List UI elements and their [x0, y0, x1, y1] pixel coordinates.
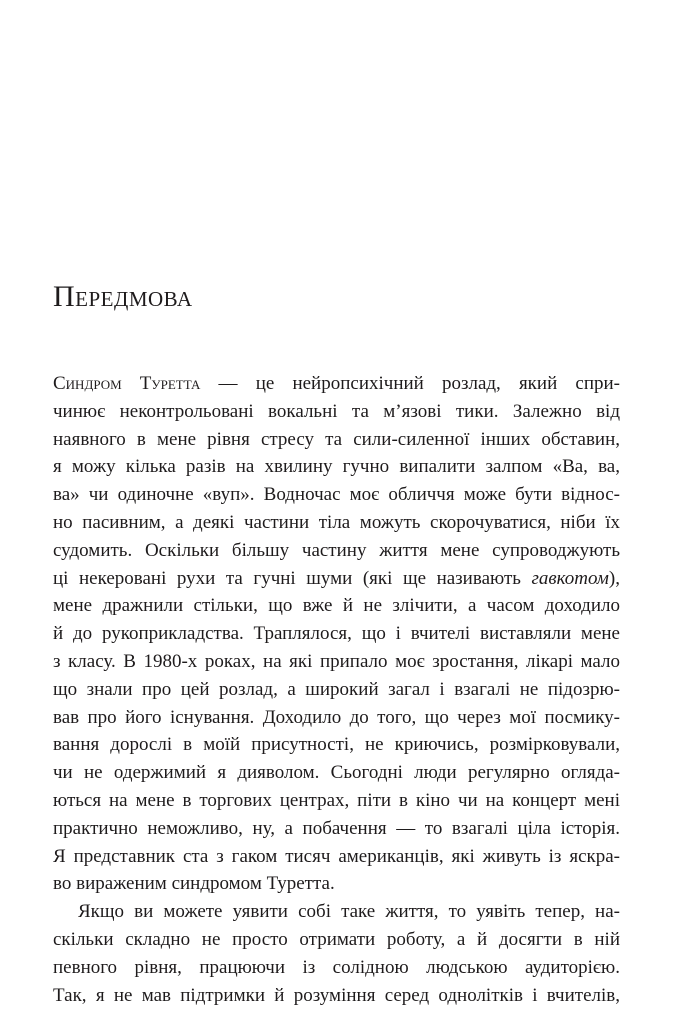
text-line: чинює неконтрольовані вокальні та м’язові тики. Залежно від [53, 400, 620, 422]
text-line: вав про його існування. Доходило до того, що через мої посмику- [53, 706, 620, 728]
text-line [53, 565, 620, 593]
text-line: Так, я не мав підтримки й розуміння серед однолітків і вчителів, [53, 984, 620, 1006]
text-line: чи не одержимий я дияволом. Сьогодні люди регулярно огляда- [53, 762, 620, 784]
paragraph-2 [53, 898, 620, 1009]
text-line: я можу кілька разів на хвилину гучно випалити залпом «Ва, ва, [53, 456, 620, 478]
text-line [53, 370, 620, 398]
chapter-title: Передмова [53, 280, 193, 313]
text-line: певного рівня, працюючи із солідною людською аудиторією. [53, 956, 620, 978]
text-line: но пасивним, а деякі частини тіла можуть скорочуватися, ніби їх [53, 511, 620, 533]
text-line: що знали про цей розлад, а широкий загал і взагалі не підозрю- [53, 678, 620, 700]
small-caps-lead: Синдром Туретта [53, 373, 201, 394]
italic-term: гавкотом [531, 567, 609, 589]
body-text [53, 370, 620, 1009]
text-line: й до рукоприкладства. Траплялося, що і вчителі виставляли мене [53, 623, 620, 645]
text-line: судомить. Оскільки більшу частину життя мене супроводжують [53, 539, 620, 561]
text-line: практично неможливо, ну, а побачення — то взагалі ціла історія. [53, 817, 620, 839]
text-line: Якщо ви можете уявити собі таке життя, то уявіть тепер, на- [78, 901, 620, 923]
text-segment: ), [608, 567, 620, 589]
text-line: з класу. В 1980-х роках, на які припало моє зростання, лікарі мало [53, 650, 620, 672]
text-line: наявного в мене рівня стресу та сили-силенної інших обставин, [53, 428, 620, 450]
text-line: скільки складно не просто отримати роботу, а й досягти в ній [53, 928, 620, 950]
text-line: ва» чи одиночне «вуп». Водночас моє обличчя може бути віднос- [53, 484, 620, 506]
text-line: Я представник ста з гаком тисяч американців, які живуть із яскра- [53, 845, 620, 867]
text-line: вання дорослі в моїй присутності, не криючись, розмірковували, [53, 734, 620, 756]
text-line: ються на мене в торгових центрах, піти в кіно чи на концерт мені [53, 789, 620, 811]
text-segment: ці некеровані рухи та гучні шуми (які ще називають [53, 567, 532, 589]
text-line: во вираженим синдромом Туретта. [53, 873, 335, 895]
paragraph-1 [53, 370, 620, 898]
text-segment: — це нейропсихічний розлад, який спри- [200, 373, 620, 394]
text-line: мене дражнили стільки, що вже й не злічити, а часом доходило [53, 595, 620, 617]
